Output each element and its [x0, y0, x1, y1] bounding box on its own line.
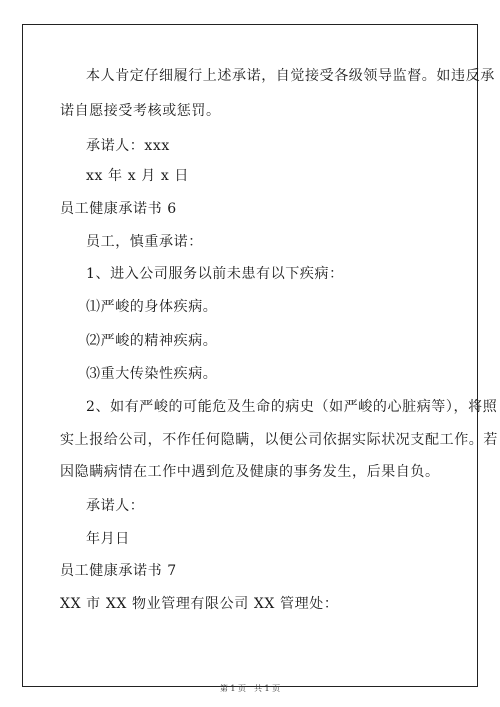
page-footer: 第 1 页 共 1 页 — [219, 684, 281, 693]
list-item: 1、进入公司服务以前未患有以下疾病： — [86, 266, 344, 282]
paragraph-line: 因隐瞒病情在工作中遇到危及健康的事务发生，后果自负。 — [60, 464, 440, 480]
paragraph-line: XX 市 XX 物业管理有限公司 XX 管理处： — [60, 596, 339, 612]
section-title: 员工健康承诺书 7 — [60, 563, 177, 579]
paragraph-line: 员工，慎重承诺： — [86, 234, 203, 250]
paragraph-line: 实上报给公司，不作任何隐瞒，以便公司依据实际状况支配工作。若 — [60, 432, 498, 448]
list-item: ⑵严峻的精神疾病。 — [86, 333, 218, 349]
paragraph-line: 本人肯定仔细履行上述承诺，自觉接受各级领导监督。如违反承 — [86, 68, 495, 84]
date-line: 年月日 — [86, 531, 130, 547]
signature-label: 承诺人： — [86, 498, 145, 514]
list-item: ⑴严峻的身体疾病。 — [86, 299, 218, 315]
paragraph-line: 诺自愿接受考核或惩罚。 — [60, 103, 221, 119]
section-title: 员工健康承诺书 6 — [60, 201, 177, 217]
list-item: ⑶重大传染性疾病。 — [86, 366, 218, 382]
list-item: 2、如有严峻的可能危及生命的病史（如严峻的心脏病等），将照 — [86, 399, 498, 415]
page-border — [22, 24, 478, 687]
date-line: xx 年 x 月 x 日 — [86, 168, 190, 184]
signature-label: 承诺人：xxx — [86, 138, 170, 154]
